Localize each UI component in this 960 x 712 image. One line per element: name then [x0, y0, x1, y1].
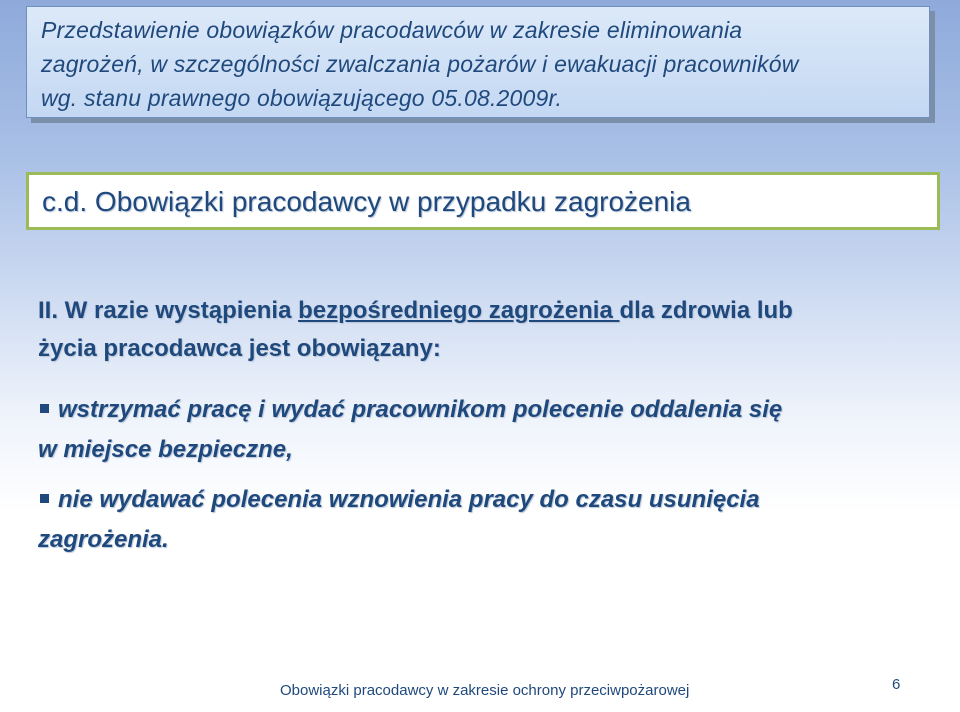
section-title: c.d. Obowiązki pracodawcy w przypadku zagrożenia	[42, 186, 691, 217]
bullet-item	[38, 480, 918, 560]
intro-underlined: bezpośredniego zagrożenia	[298, 297, 620, 324]
page-number: 6	[892, 676, 901, 693]
bullet-1-line-1: wstrzymać pracę i wydać pracownikom polecenie oddalenia się	[58, 396, 783, 423]
bullet-item	[38, 390, 918, 470]
header-line-1: Przedstawienie obowiązków pracodawców w zakresie eliminowania	[41, 17, 743, 43]
header-line-3: wg. stanu prawnego obowiązującego 05.08.2009r.	[41, 85, 563, 111]
intro-prefix: II. W razie wystąpienia	[38, 297, 299, 324]
square-bullet-icon	[40, 494, 49, 503]
intro-suffix: dla zdrowia lub	[619, 297, 793, 324]
footer-text: Obowiązki pracodawcy w zakresie ochrony przeciwpożarowej	[280, 682, 690, 699]
square-bullet-icon	[40, 404, 49, 413]
section-title-box	[26, 172, 940, 230]
bullet-1-line-2: w miejsce bezpieczne,	[38, 436, 293, 463]
slide-header-box	[26, 6, 930, 118]
bullet-2-line-1: nie wydawać polecenia wznowienia pracy do czasu usunięcia	[58, 486, 760, 513]
header-line-2: zagrożeń, w szczególności zwalczania pożarów i ewakuacji pracowników	[41, 51, 799, 77]
intro-line-2: życia pracodawca jest obowiązany:	[38, 335, 441, 362]
bullet-2-line-2: zagrożenia.	[38, 526, 169, 553]
intro-paragraph	[38, 292, 928, 368]
